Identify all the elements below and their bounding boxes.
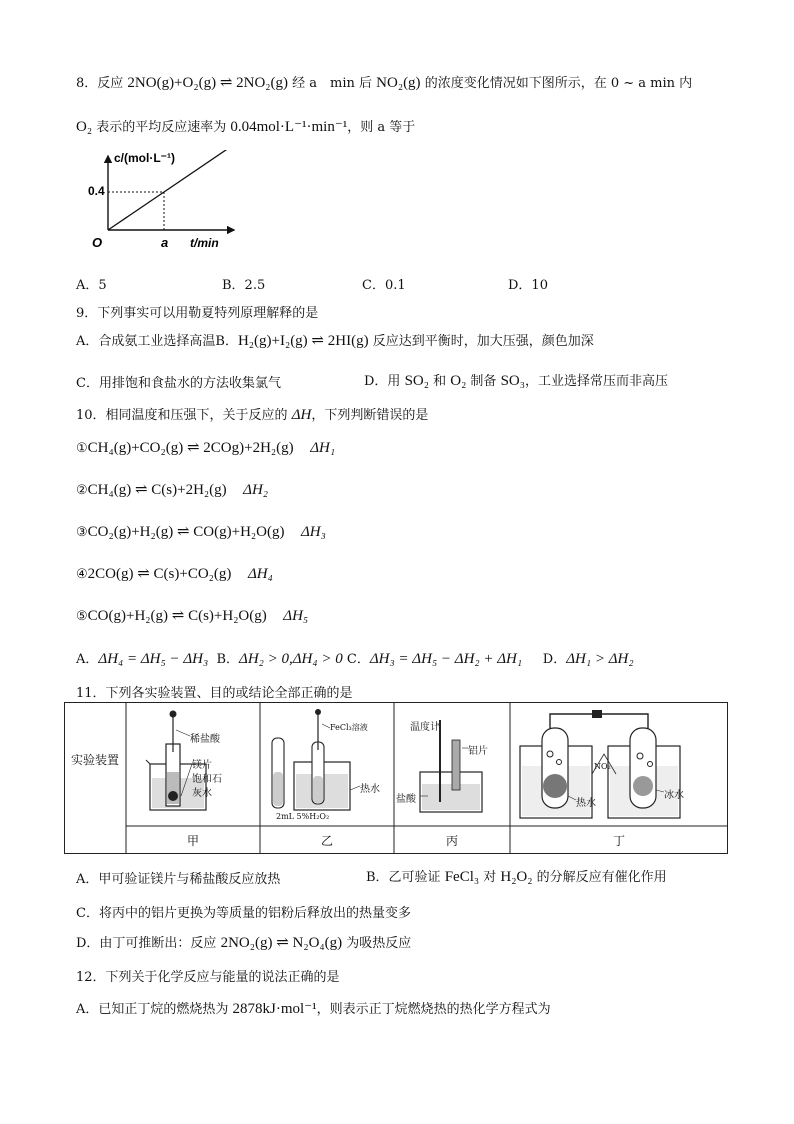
label-lime-water-1: 饱和石 bbox=[192, 774, 222, 785]
q8-reaction: 2NO(g)+O₂(g) ⇌ 2NO₂(g) bbox=[127, 75, 289, 91]
x-axis-label: t/min bbox=[190, 236, 219, 250]
q11-option-b[interactable]: B．乙可验证 FeCl₃ 对 H₂O₂ 的分解反应有催化作用 bbox=[366, 869, 667, 885]
label-al-strip: 铝片 bbox=[468, 746, 488, 757]
label-thermometer: 温度计 bbox=[410, 722, 440, 733]
label-dilute-hcl: 稀盐酸 bbox=[190, 734, 220, 745]
q9-stem: 9．下列事实可以用勒夏特列原理解释的是 bbox=[76, 306, 319, 321]
q8-option-c[interactable]: C．0.1 bbox=[362, 278, 406, 293]
q10-reaction-4: ④2CO(g) ⇌ C(s)+CO₂(g) ΔH₄ bbox=[76, 566, 273, 582]
label-lime-water-2: 灰水 bbox=[192, 788, 212, 799]
label-ice-water: 冰水 bbox=[664, 790, 684, 801]
q10-options bbox=[76, 648, 634, 668]
q9-option-b[interactable]: B．H₂(g)+I₂(g) ⇌ 2HI(g) 反应达到平衡时，加大压强，颜色加深 bbox=[215, 333, 594, 349]
concentration-time-chart bbox=[84, 150, 254, 260]
label-hot-water-yi: 热水 bbox=[360, 784, 380, 795]
caption-yi: 乙 bbox=[320, 834, 333, 848]
x-tick-label: a bbox=[161, 235, 169, 250]
q11-option-c[interactable]: C．将丙中的铝片更换为等质量的铝粉后释放出的热量变多 bbox=[76, 906, 411, 921]
q11-option-d[interactable]: D．由丁可推断出：反应 2NO₂(g) ⇌ N₂O₄(g) 为吸热反应 bbox=[76, 935, 412, 951]
q12-option-a[interactable]: A．已知正丁烷的燃烧热为 2878kJ·mol⁻¹，则表示正丁烷燃烧热的热化学方程式为 bbox=[76, 1001, 551, 1017]
label-hcl-bing: 盐酸 bbox=[396, 794, 416, 805]
q8-rate: 0.04mol·L⁻¹·min⁻¹ bbox=[230, 119, 348, 135]
q10-option-b[interactable]: B．ΔH₂ > 0,ΔH₄ > 0 bbox=[216, 651, 343, 667]
q9-option-d[interactable]: D．用 SO₂ 和 O₂ 制备 SO₃，工业选择常压而非高压 bbox=[364, 373, 668, 389]
q11-stem: 11．下列各实验装置、目的或结论全部正确的是 bbox=[76, 686, 353, 701]
q10-reaction-3: ③CO₂(g)+H₂(g) ⇌ CO(g)+H₂O(g) ΔH₃ bbox=[76, 524, 326, 540]
q9-option-c[interactable]: C．用排饱和食盐水的方法收集氯气 bbox=[76, 376, 281, 391]
y-axis-label: c/(mol·L⁻¹) bbox=[114, 151, 175, 165]
label-h2o2: 2mL 5%H₂O₂ bbox=[276, 812, 330, 821]
q10-option-a[interactable]: A．ΔH₄ = ΔH₅ − ΔH₃ bbox=[76, 651, 209, 667]
apparatus-bing bbox=[420, 720, 482, 812]
label-hot-water-ding: 热水 bbox=[576, 798, 596, 809]
q8-option-b[interactable]: B．2.5 bbox=[222, 278, 266, 293]
q12-stem: 12．下列关于化学反应与能量的说法正确的是 bbox=[76, 970, 340, 985]
q10-reaction-2: ②CH₄(g) ⇌ C(s)+2H₂(g) ΔH₂ bbox=[76, 482, 269, 498]
y-tick-label: 0.4 bbox=[88, 184, 105, 198]
label-no2: NO₂ bbox=[594, 762, 611, 771]
q10-stem: 10．相同温度和压强下，关于反应的 ΔH，下列判断错误的是 bbox=[76, 407, 429, 423]
apparatus-table bbox=[64, 702, 728, 854]
q9-options-ab bbox=[76, 330, 594, 350]
row-header: 实验装置 bbox=[70, 753, 119, 767]
label-fecl3: FeCl₃溶液 bbox=[330, 723, 368, 732]
q10-option-c[interactable]: C．ΔH₃ = ΔH₅ − ΔH₂ + ΔH₁ bbox=[346, 651, 523, 667]
caption-jia: 甲 bbox=[186, 834, 199, 848]
q8-stem-line1: 8．反应 2NO(g)+O₂(g) ⇌ 2NO₂(g) 经 a min 后 NO₂(g) 的浓度变化情况如下图所示，在 0 ~ a min 内 bbox=[76, 75, 693, 91]
q11-option-a[interactable]: A．甲可验证镁片与稀盐酸反应放热 bbox=[76, 872, 281, 887]
q9-option-a[interactable]: A．合成氨工业选择高温 bbox=[76, 334, 216, 349]
q10-reaction-1: ①CH₄(g)+CO₂(g) ⇌ 2COg)+2H₂(g) ΔH₁ bbox=[76, 440, 336, 456]
q8-stem-line2: O₂ 表示的平均反应速率为 0.04mol·L⁻¹·min⁻¹，则 a 等于 bbox=[76, 119, 416, 135]
caption-ding: 丁 bbox=[612, 834, 625, 848]
label-mg-strip: 镁片 bbox=[192, 760, 212, 771]
q10-option-d[interactable]: D．ΔH₁ > ΔH₂ bbox=[542, 651, 634, 667]
q8-option-a[interactable]: A．5 bbox=[76, 278, 107, 293]
q10-reaction-5: ⑤CO(g)+H₂(g) ⇌ C(s)+H₂O(g) ΔH₅ bbox=[76, 608, 309, 624]
q8-option-d[interactable]: D．10 bbox=[508, 278, 548, 293]
caption-bing: 丙 bbox=[445, 834, 458, 848]
origin-label: O bbox=[92, 235, 103, 250]
